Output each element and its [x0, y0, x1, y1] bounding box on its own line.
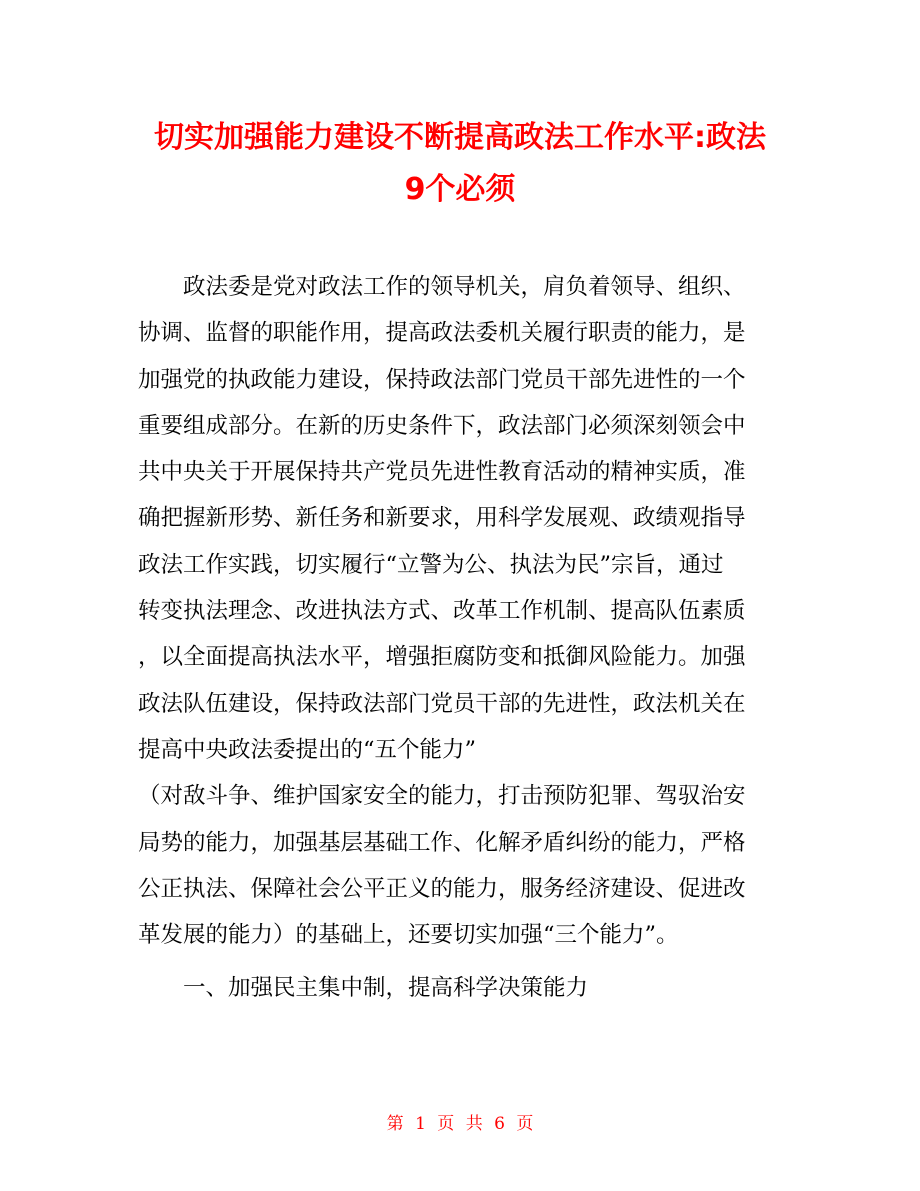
paragraph-line: 政法队伍建设，保持政法部门党员干部的先进性，政法机关在	[138, 690, 746, 717]
document-title	[120, 112, 800, 216]
section-heading: 一、加强民主集中制，提高科学决策能力	[183, 975, 589, 1002]
title-line-2: 9个必须	[404, 172, 516, 207]
paragraph-line: 共中央关于开展保持共产党员先进性教育活动的精神实质，准	[138, 459, 746, 486]
paragraph-line: 转变执法理念、改进执法方式、改革工作机制、提高队伍素质	[138, 598, 746, 625]
paragraph-line: 政法工作实践，切实履行“立警为公、执法为民”宗旨，通过	[138, 551, 724, 578]
paragraph-line: 提高中央政法委提出的“五个能力”	[138, 736, 477, 763]
title-line-1: 切实加强能力建设不断提高政法工作水平:政法	[154, 120, 766, 155]
paragraph-line: 确把握新形势、新任务和新要求，用科学发展观、政绩观指导	[138, 505, 746, 532]
paragraph-line: （对敌斗争、维护国家安全的能力，打击预防犯罪、驾驭治安	[138, 783, 746, 810]
paragraph-line: 协调、监督的职能作用，提高政法委机关履行职责的能力，是	[138, 320, 746, 347]
page-footer: 第 1 页 共 6 页	[386, 1114, 534, 1134]
paragraph-line: 重要组成部分。在新的历史条件下，政法部门必须深刻领会中	[138, 412, 746, 439]
paragraph-line: 革发展的能力）的基础上，还要切实加强“三个能力”。	[138, 922, 679, 949]
paragraph-line: 公正执法、保障社会公平正义的能力，服务经济建设、促进改	[138, 875, 746, 902]
paragraph-line: 局势的能力，加强基层基础工作、化解矛盾纠纷的能力，严格	[138, 829, 746, 856]
document-body	[138, 264, 788, 1012]
paragraph-line: 加强党的执政能力建设，保持政法部门党员干部先进性的一个	[138, 366, 746, 393]
paragraph-line: 政法委是党对政法工作的领导机关，肩负着领导、组织、	[183, 274, 746, 300]
blank-line	[138, 958, 788, 965]
paragraph-line: ，以全面提高执法水平，增强拒腐防变和抵御风险能力。加强	[138, 644, 746, 671]
